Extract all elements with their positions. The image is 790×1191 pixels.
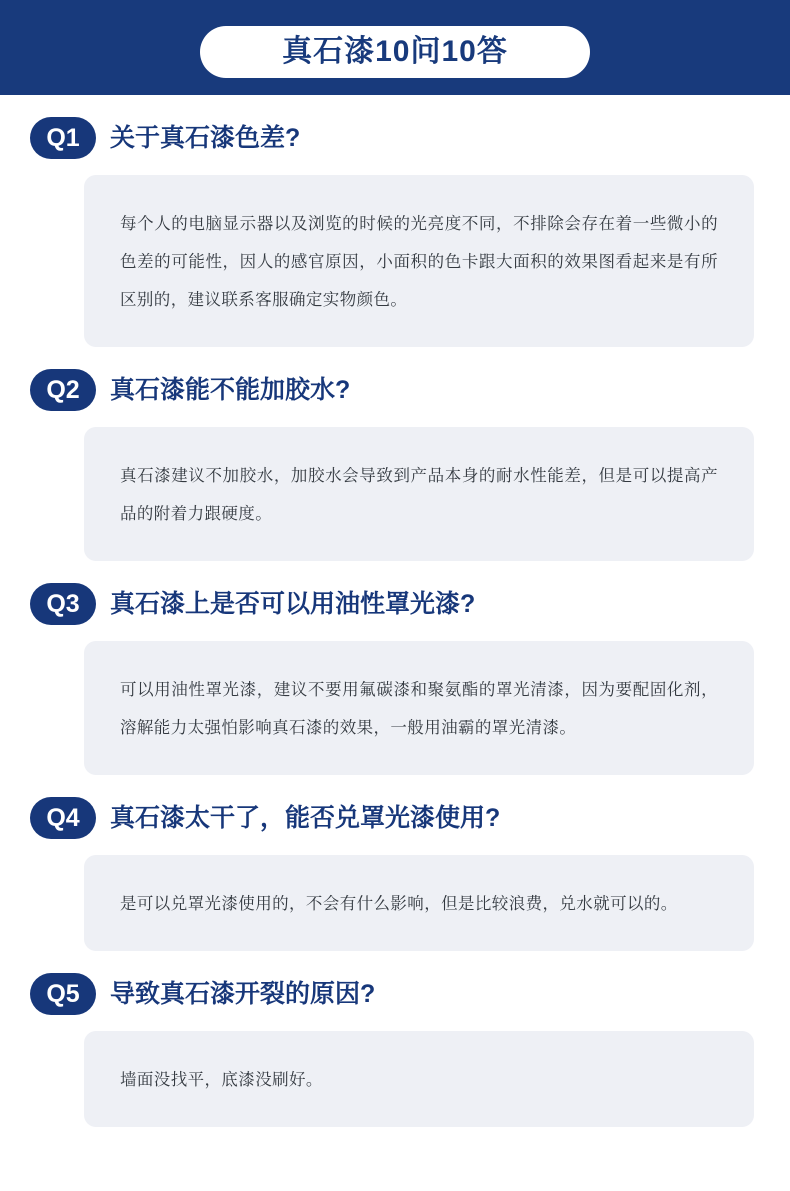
page-header-banner [0,0,790,95]
question-header[interactable] [26,973,764,1015]
page-title: 真石漆10问10答 [282,35,508,68]
answer-card [84,1031,754,1127]
answer-text: 是可以兑罩光漆使用的，不会有什么影响，但是比较浪费，兑水就可以的。 [120,895,678,913]
question-text: 真石漆能不能加胶水? [110,376,351,404]
qa-item [26,583,764,775]
qa-item [26,797,764,951]
answer-text: 真石漆建议不加胶水，加胶水会导致到产品本身的耐水性能差，但是可以提高产品的附着力跟硬度。 [120,467,718,523]
answer-text: 可以用油性罩光漆，建议不要用氟碳漆和聚氨酯的罩光清漆，因为要配固化剂，溶解能力太强怕影响真石漆的效果，一般用油霸的罩光清漆。 [120,681,718,737]
question-badge: Q5 [30,973,96,1015]
question-text: 真石漆太干了，能否兑罩光漆使用? [110,804,501,832]
question-header[interactable] [26,797,764,839]
answer-card [84,855,754,951]
answer-card [84,641,754,775]
question-badge: Q1 [30,117,96,159]
question-badge: Q3 [30,583,96,625]
question-header[interactable] [26,369,764,411]
question-text: 真石漆上是否可以用油性罩光漆? [110,590,476,618]
question-text: 关于真石漆色差? [110,124,301,152]
answer-text: 墙面没找平，底漆没刷好。 [120,1071,323,1089]
question-header[interactable] [26,583,764,625]
answer-text: 每个人的电脑显示器以及浏览的时候的光亮度不同，不排除会存在着一些微小的色差的可能性，因人的感官原因，小面积的色卡跟大面积的效果图看起来是有所区别的，建议联系客服确定实物颜色。 [120,215,718,309]
answer-card [84,427,754,561]
page-title-pill [200,26,590,78]
qa-item [26,117,764,347]
question-badge: Q4 [30,797,96,839]
answer-card [84,175,754,347]
question-text: 导致真石漆开裂的原因? [110,980,376,1008]
qa-item [26,973,764,1127]
qa-list [0,117,790,1127]
question-header[interactable] [26,117,764,159]
question-badge: Q2 [30,369,96,411]
qa-item [26,369,764,561]
